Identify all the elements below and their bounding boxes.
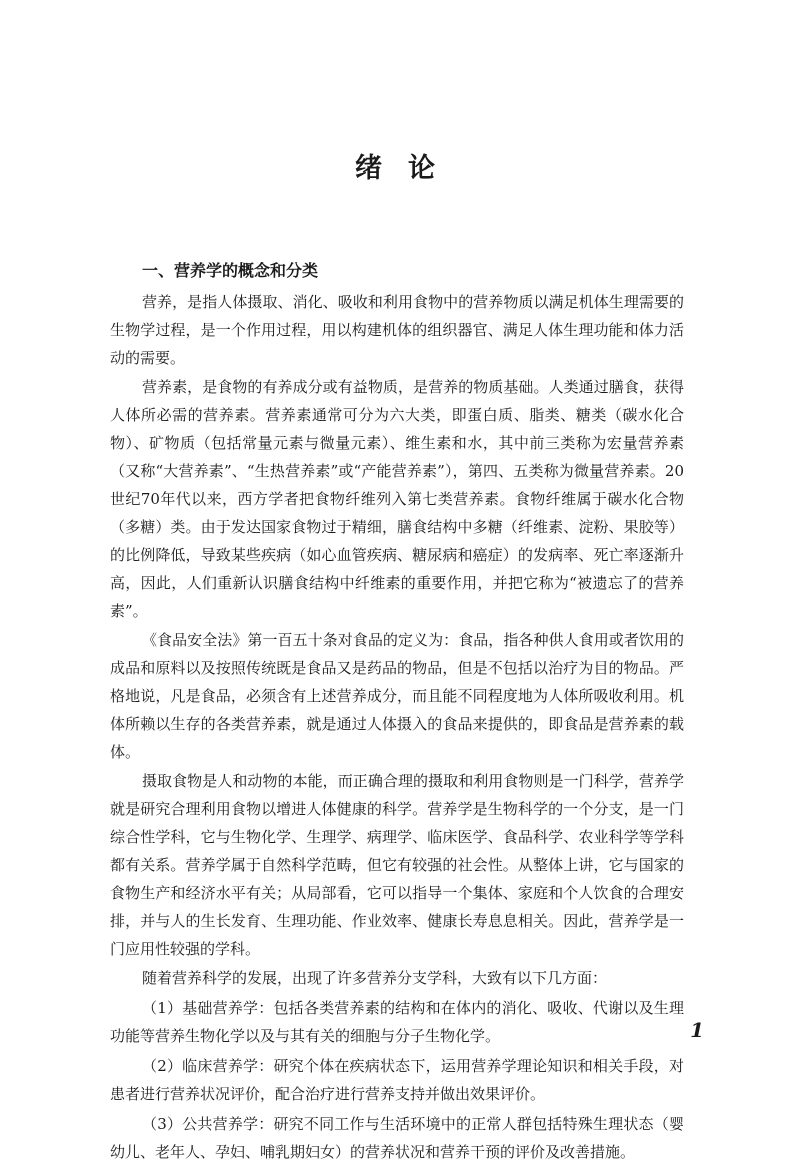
list-item-public-nutrition: （3）公共营养学：研究不同工作与生活环境中的正常人群包括特殊生理状态（婴幼儿、老年人、孕妇、哺乳期妇女）的营养状况和营养干预的评价及改善措施。 <box>110 1115 684 1161</box>
chapter-title: 绪论 <box>355 153 461 184</box>
list-item-basic-nutrition: （1）基础营养学：包括各类营养素的结构和在体内的消化、吸收、代谢以及生理功能等营养生物化学以及与其有关的细胞与分子生物化学。 <box>110 999 684 1045</box>
paragraph-food-definition: 《食品安全法》第一百五十条对食品的定义为：食品，指各种供人食用或者饮用的成品和原料以及按照传统既是食品又是药品的物品，但是不包括以治疗为目的物品。严格地说，凡是食品，必须含有上述营养成分，而且能不同程度地为人体所吸收利用。机体所赖以生存的各类营养素，就是通过人体摄入的食品来提供的，即食品是营养素的载体。 <box>110 631 684 761</box>
paragraph-nutrients: 营养素，是食物的有养成分或有益物质，是营养的物质基础。人类通过膳食，获得人体所必需的营养素。营养素通常可分为六大类，即蛋白质、脂类、糖类（碳水化合物）、矿物质（包括常量元素与微量元素）、维生素和水，其中前三类称为宏量营养素（又称“大营养素”、“生热营养素”或“产能营养素”），第四、五类称为微量营养素。20世纪70年代以来，西方学者把食物纤维列入第七类营养素。食物纤维属于碳水化合物（多糖）类。由于发达国家食物过于精细，膳食结构中多糖（纤维素、淀粉、果胶等）的比例降低，导致某些疾病（如心血管疾病、糖尿病和癌症）的发病率、死亡率逐渐升高，因此，人们重新认识膳食结构中纤维素的重要作用，并把它称为“被遗忘了的营养素”。 <box>110 378 684 620</box>
page-body <box>110 258 684 1167</box>
list-item-clinical-nutrition: （2）临床营养学：研究个体在疾病状态下，运用营养学理论知识和相关手段，对患者进行营养状况评价，配合治疗进行营养支持并做出效果评价。 <box>110 1057 684 1103</box>
paragraph-nutrition-science: 摄取食物是人和动物的本能，而正确合理的摄取和利用食物则是一门科学，营养学就是研究合理利用食物以增进人体健康的科学。营养学是生物科学的一个分支，是一门综合性学科，它与生物化学、生理学、病理学、临床医学、食品科学、农业科学等学科都有关系。营养学属于自然科学范畴，但它有较强的社会性。从整体上讲，它与国家的食物生产和经济水平有关；从局部看，它可以指导一个集体、家庭和个人饮食的合理安排，并与人的生长发育、生理功能、作业效率、健康长寿息息相关。因此，营养学是一门应用性较强的学科。 <box>110 772 684 958</box>
paragraph-nutrition-definition: 营养，是指人体摄取、消化、吸收和利用食物中的营养物质以满足机体生理需要的生物学过程，是一个作用过程，用以构建机体的组织器官、满足人体生理功能和体力活动的需要。 <box>110 293 684 367</box>
section-heading: 一、营养学的概念和分类 <box>142 261 319 280</box>
page-number: 1 <box>690 1018 704 1042</box>
paragraph-branches-intro: 随着营养科学的发展，出现了许多营养分支学科，大致有以下几方面： <box>142 969 608 987</box>
